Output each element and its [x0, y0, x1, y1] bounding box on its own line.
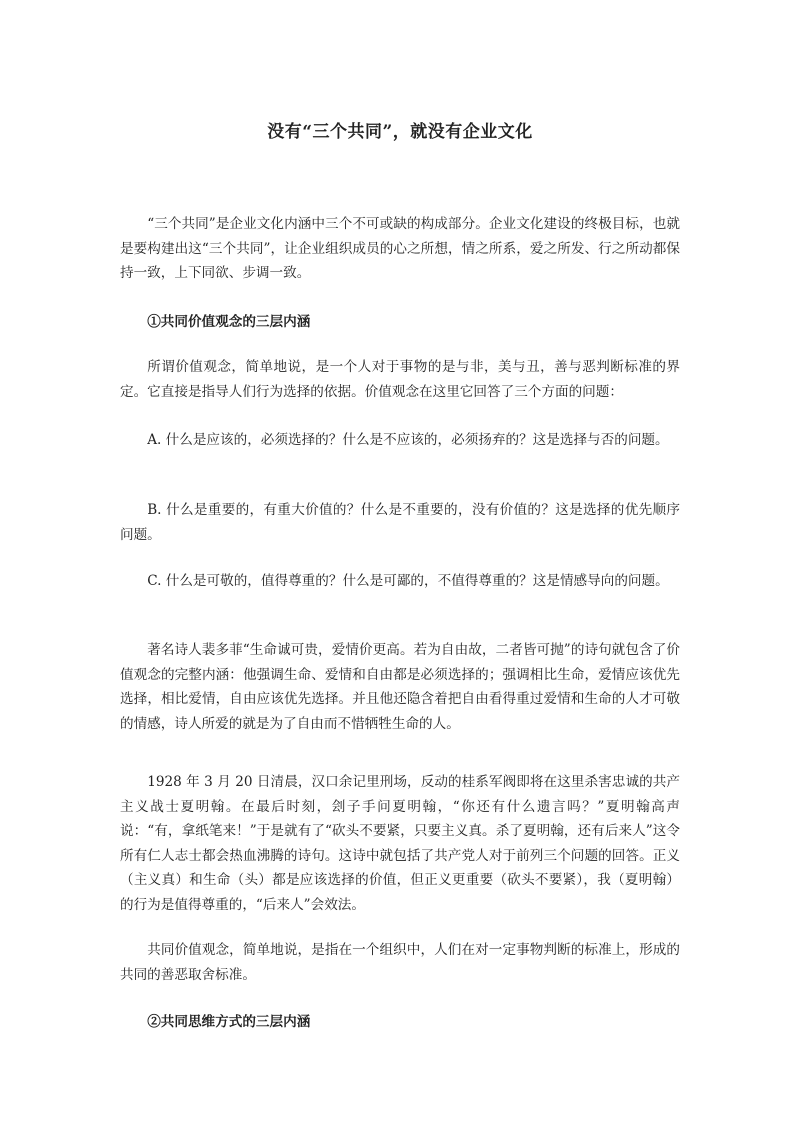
section-heading-shared-thinking: ②共同思维方式的三层内涵: [147, 1014, 311, 1030]
values-definition-paragraph: 所谓价值观念，简单地说，是一个人对于事物的是与非，美与丑，善与恶判断标准的界定。它直接是指导人们行为选择的依据。价值观念在这里它回答了三个方面的问题：: [120, 359, 680, 400]
xia-minghan-paragraph: 1928 年 3 月 20 日清晨，汉口余记里刑场，反动的桂系军阀即将在这里杀害忠诚的共产主义战士夏明翰。在最后时刻，刽子手问夏明翰，“你还有什么遗言吗？”夏明翰高声说：“有，拿纸笔来！”于是就有了“砍头不要紧，只要主义真。杀了夏明翰，还有后来人”这令所有仁人志士都会热血沸腾的诗句。这诗中就包括了共产党人对于前列三个问题的回答。正义（主义真）和生命（头）都是应该选择的价值，但正义更重要（砍头不要紧），我（夏明翰）的行为是值得尊重的，“后来人”会效法。: [120, 774, 680, 913]
shared-values-summary-paragraph: 共同价值观念，简单地说，是指在一个组织中，人们在对一定事物判断的标准上，形成的共同的善恶取舍标准。: [120, 942, 680, 983]
point-b-paragraph: B. 什么是重要的，有重大价值的？什么是不重要的，没有价值的？这是选择的优先顺序问题。: [120, 502, 680, 543]
point-c-paragraph: C. 什么是可敬的，值得尊重的？什么是可鄙的，不值得尊重的？这是情感导向的问题。: [147, 573, 669, 589]
document-title: 没有“三个共同”，就没有企业文化: [267, 122, 533, 142]
intro-paragraph: “三个共同”是企业文化内涵中三个不可或缺的构成部分。企业文化建设的终极目标，也就是要构建出这“三个共同”，让企业组织成员的心之所想，情之所系，爱之所发、行之所动都保持一致，上下同欲、步调一致。: [120, 216, 680, 281]
point-a-paragraph: A. 什么是应该的，必须选择的？什么是不应该的，必须扬弃的？这是选择与否的问题。: [147, 432, 669, 448]
section-heading-shared-values: ①共同价值观念的三层内涵: [147, 314, 311, 330]
petofi-paragraph: 著名诗人裴多菲“生命诚可贵，爱情价更高。若为自由故，二者皆可抛”的诗句就包含了价值观念的完整内涵：他强调生命、爱情和自由都是必须选择的；强调相比生命，爱情应该优先选择，相比爱情，自由应该优先选择。并且他还隐含着把自由看得重过爱情和生命的人才可敬的情感，诗人所爱的就是为了自由而不惜牺牲生命的人。: [120, 642, 680, 732]
